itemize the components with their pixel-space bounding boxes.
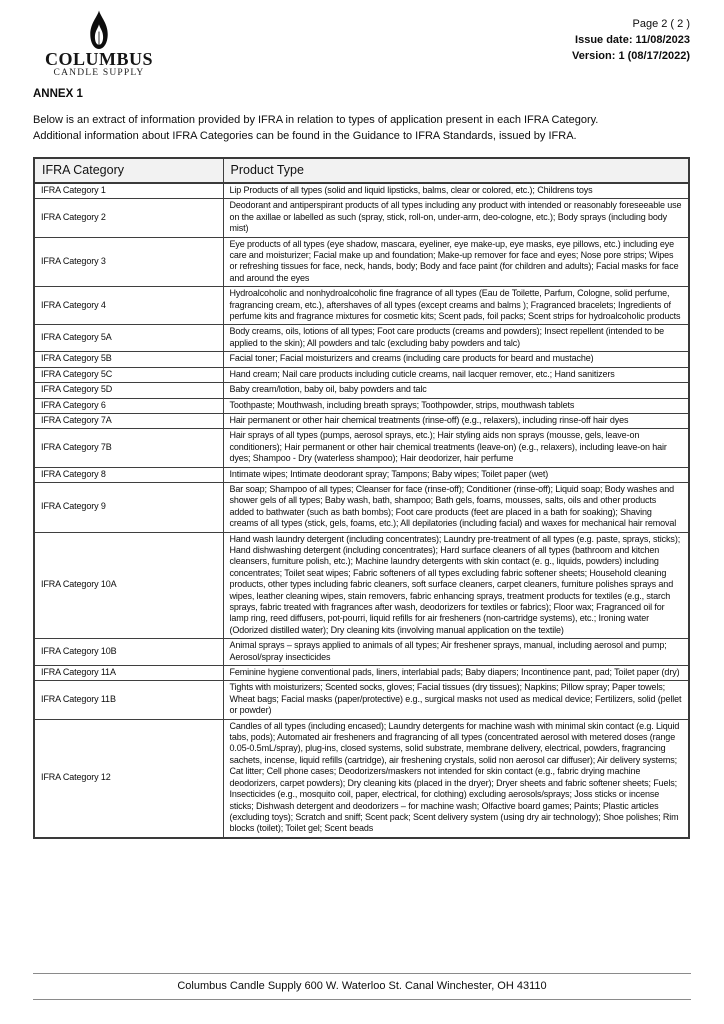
product-type-cell: Feminine hygiene conventional pads, liners, interlabial pads; Baby diapers; Incontinence pant, pad; Toilet paper (dry) (223, 666, 689, 681)
product-type-cell: Hand wash laundry detergent (including concentrates); Laundry pre-treatment of all types (e.g. paste, sprays, sticks); Hand dishwashing detergent (including concentrates); Hard surface cleaners of all types (bathroom and kitchen cleansers, furniture polish, etc.); Machine laundry detergents with skin contact (e. g., liquids, powders) including concentrates; Toilet seat wipes; Fabric softeners of all types excluding fabric softener sheets; Household cleaning products, other types including fabric cleaners, soft surface cleaners, carpet cleaners, furniture polishes sprays and wipes, leather cleaning wipes, stain removers, fabric enhancing sprays, treatment products for textiles (e.g., starch sprays, fabric treated with fragrances after wash, deodorizers for textiles or fabrics); Floor wax; Fragranced oil for lamp ring, reed diffusers, pot-pourri, liquid refills for air fresheners (non-cartridge systems), etc.; Ironing water (Odorized distilled water); Dry cleaning kits (involving manual application on the textile) (223, 532, 689, 639)
table-row (34, 482, 689, 532)
ifra-category-cell: IFRA Category 12 (34, 719, 223, 838)
table-row (34, 287, 689, 325)
product-type-cell: Toothpaste; Mouthwash, including breath sprays; Toothpowder, strips, mouthwash tablets (223, 398, 689, 413)
issue-date: Issue date: 11/08/2023 (575, 34, 690, 46)
product-type-cell: Candles of all types (including encased); Laundry detergents for machine wash with minimal skin contact (e.g. Liquid tabs, pods); Automated air fresheners and fragrancing of all types (concentrated aerosol with metered doses (range 0.05-0.5mL/spray), plug-ins, closed systems, solid substrate, membrane delivery, electrical, powders, fragrancing sachets, incense, liquid refills (cartridge), air freshening crystals, solid non aerosol car diffuser); Air delivery systems; Cat litter; Cell phone cases; Deodorizers/maskers not intended for skin contact (e.g., fabric drying machine deodorizers, carpet powders); Dry cleaning kits (placed in the dryer); Dryer sheets and fabric softener sheets; Fuels; Insecticides (e.g., mosquito coil, paper, electrical, for clothing) excluding aerosols/sprays; Joss sticks or incense sticks; Dishwash detergent and deodorizers – for machine wash; Olfactive board games; Paints; Plastic articles (excluding toys); Scratch and sniff; Scent pack; Scent delivery system (using dry air technology); Shoe polishes; Rim blocks (toilet); Toilet gel; Scent beads (223, 719, 689, 838)
product-type-cell: Hydroalcoholic and nonhydroalcoholic fine fragrance of all types (Eau de Toilette, Parfum, Cologne, solid perfume, fragrancing cream, etc.), aftershaves of all types (except creams and balms ); Fragranced bracelets; Ingredients of perfume kits and fragrance mixtures for cosmetic kits; Scent pads, foil packs; Scent strips for hydroalcoholic products (223, 287, 689, 325)
ifra-category-cell: IFRA Category 9 (34, 482, 223, 532)
product-type-cell: Animal sprays – sprays applied to animals of all types; Air freshener sprays, manual, including aerosol and pump; Aerosol/spray insecticides (223, 639, 689, 666)
table-header-row (34, 158, 689, 183)
intro-paragraph (33, 113, 691, 144)
table-row (34, 429, 689, 467)
ifra-category-cell: IFRA Category 5D (34, 383, 223, 398)
product-type-cell: Hair permanent or other hair chemical treatments (rinse-off) (e.g., relaxers), including rinse-off hair dyes (223, 413, 689, 428)
product-type-cell: Bar soap; Shampoo of all types; Cleanser for face (rinse-off); Conditioner (rinse-off); Liquid soap; Body washes and shower gels of all types; Baby wash, bath, shampoo; Bath gels, foams, mousses, salts, oils and other products added to bathwater (such as bath bombs); Foot care products (feet are placed in a bath for soaking); Shaving creams of all types (stick, gels, foams, etc.); All depilatories (including facial) and waxes for mechanical hair removal (223, 482, 689, 532)
version: Version: 1 (08/17/2022) (571, 50, 690, 62)
table-row (34, 183, 689, 199)
ifra-category-cell: IFRA Category 7A (34, 413, 223, 428)
company-logo (44, 10, 154, 79)
product-type-cell: Body creams, oils, lotions of all types; Foot care products (creams and powders); Insect repellent (intended to be applied to the skin); All powders and talc (excluding baby powders and talc) (223, 325, 689, 352)
ifra-category-cell: IFRA Category 6 (34, 398, 223, 413)
ifra-category-table (33, 157, 690, 839)
table-row (34, 383, 689, 398)
ifra-category-cell: IFRA Category 2 (34, 199, 223, 237)
ifra-category-cell: IFRA Category 11B (34, 681, 223, 719)
intro-line-2: Additional information about IFRA Categories can be found in the Guidance to IFRA Standards, issued by IFRA. (33, 129, 577, 142)
footer-address: Columbus Candle Supply 600 W. Waterloo St. Canal Winchester, OH 43110 (177, 980, 547, 992)
ifra-category-cell: IFRA Category 1 (34, 183, 223, 199)
table-row (34, 352, 689, 367)
product-type-cell: Hair sprays of all types (pumps, aerosol sprays, etc.); Hair styling aids non sprays (mousse, gels, leave-on conditioners); Hair permanent or other hair chemical treatments (leave-on) (e.g., relaxers), including leave-on hair dyes; Shampoo - Dry (waterless shampoo); Hair deodorizer, hair perfume (223, 429, 689, 467)
table-row (34, 532, 689, 639)
ifra-category-cell: IFRA Category 11A (34, 666, 223, 681)
company-tagline: CANDLE SUPPLY (53, 68, 145, 78)
ifra-category-cell: IFRA Category 5A (34, 325, 223, 352)
product-type-cell: Deodorant and antiperspirant products of all types including any product with intended or reasonably foreseeable use on the axillae or labelled as such (spray, stick, roll-on, under-arm, deo-cologne, etc.); Body sprays (including body mist) (223, 199, 689, 237)
product-type-cell: Baby cream/lotion, baby oil, baby powders and talc (223, 383, 689, 398)
ifra-category-cell: IFRA Category 5B (34, 352, 223, 367)
company-name: COLUMBUS (44, 49, 153, 69)
table-row (34, 681, 689, 719)
page-header (0, 0, 724, 78)
page-footer (33, 973, 691, 1000)
document-meta (572, 16, 690, 64)
flame-icon (83, 10, 115, 50)
annex-heading: ANNEX 1 (33, 88, 83, 100)
ifra-category-cell: IFRA Category 10A (34, 532, 223, 639)
product-type-cell: Lip Products of all types (solid and liquid lipsticks, balms, clear or colored, etc.); Childrens toys (223, 183, 689, 199)
table-row (34, 413, 689, 428)
ifra-category-cell: IFRA Category 5C (34, 367, 223, 382)
ifra-category-cell: IFRA Category 4 (34, 287, 223, 325)
table-row (34, 719, 689, 838)
column-header-ifra-category: IFRA Category (34, 158, 223, 183)
page-number: Page 2 ( 2 ) (632, 18, 690, 30)
table-row (34, 639, 689, 666)
ifra-category-cell: IFRA Category 8 (34, 467, 223, 482)
table-row (34, 237, 689, 287)
column-header-product-type: Product Type (223, 158, 689, 183)
table-row (34, 666, 689, 681)
ifra-category-cell: IFRA Category 7B (34, 429, 223, 467)
ifra-table-body (34, 183, 689, 838)
product-type-cell: Tights with moisturizers; Scented socks, gloves; Facial tissues (dry tissues); Napkins; Pillow spray; Paper towels; Wheat bags; Facial masks (paper/protective) e.g., surgical masks not used as medical device; Fertilizers, solid (pellet or powder) (223, 681, 689, 719)
table-row (34, 325, 689, 352)
ifra-category-cell: IFRA Category 3 (34, 237, 223, 287)
product-type-cell: Eye products of all types (eye shadow, mascara, eyeliner, eye make-up, eye masks, eye pillows, etc.) including eye care and moisturizer; Facial make up and foundation; Make-up remover for face and eyes; Nose pore strips; Wipes or refreshing tissues for face, neck, hands, body; Body and face paint (for children and adults); Facial masks for face and around the eyes (223, 237, 689, 287)
intro-line-1: Below is an extract of information provided by IFRA in relation to types of application present in each IFRA Category. (33, 114, 599, 126)
table-row (34, 467, 689, 482)
product-type-cell: Hand cream; Nail care products including cuticle creams, nail lacquer remover, etc.; Hand sanitizers (223, 367, 689, 382)
ifra-category-cell: IFRA Category 10B (34, 639, 223, 666)
table-row (34, 199, 689, 237)
table-row (34, 398, 689, 413)
table-row (34, 367, 689, 382)
product-type-cell: Facial toner; Facial moisturizers and creams (including care products for beard and mustache) (223, 352, 689, 367)
product-type-cell: Intimate wipes; Intimate deodorant spray; Tampons; Baby wipes; Toilet paper (wet) (223, 467, 689, 482)
